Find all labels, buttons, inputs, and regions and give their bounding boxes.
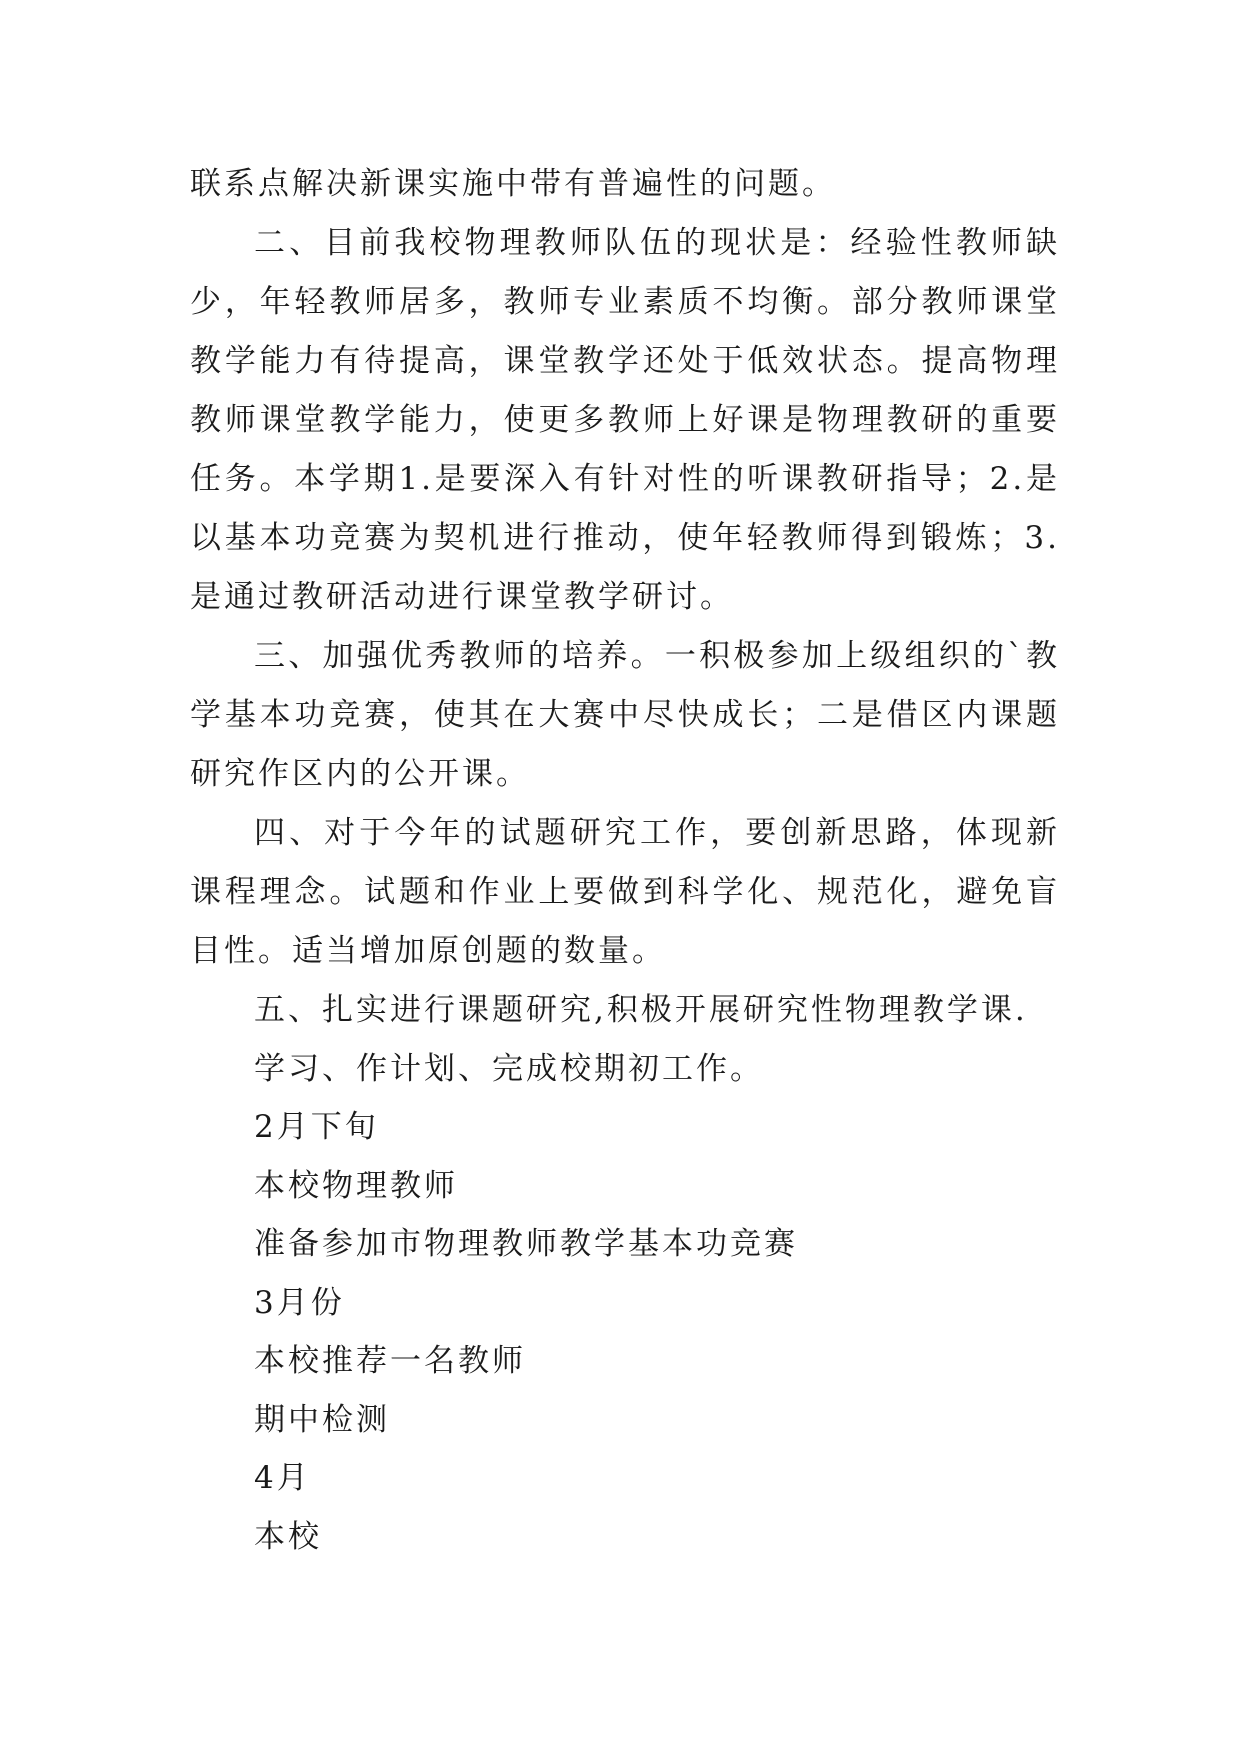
line-activity-midterm: 期中检测: [254, 1401, 390, 1438]
line-participants-1: 本校物理教师: [254, 1167, 458, 1204]
line-schedule-feb: 2月下旬: [254, 1109, 379, 1145]
line-participants-3: 本校: [254, 1518, 322, 1555]
paragraph-exam-research: 四、对于今年的试题研究工作，要创新思路，体现新课程理念。试题和作业上要做到科学化、规范化，避免盲目性。适当增加原创题的数量。: [190, 815, 1060, 969]
line-schedule-apr: 4月: [254, 1460, 311, 1496]
document-body: [190, 155, 1060, 1566]
line-schedule-mar: 3月份: [254, 1284, 345, 1321]
line-plan-work: 学习、作计划、完成校期初工作。: [254, 1050, 764, 1087]
line-activity-competition: 准备参加市物理教师教学基本功竞赛: [254, 1226, 798, 1262]
paragraph-teacher-status: 二、目前我校物理教师队伍的现状是：经验性教师缺少，年轻教师居多，教师专业素质不均衡。部分教师课堂教学能力有待提高，课堂教学还处于低效状态。提高物理教师课堂教学能力，使更多教师上好课是物理教研的重要任务。本学期1.是要深入有针对性的听课教研指导；2.是以基本功竞赛为契机进行推动，使年轻教师得到锻炼；3.是通过教研活动进行课堂教学研讨。: [190, 225, 1060, 615]
line-research-topic: 五、扎实进行课题研究,积极开展研究性物理教学课.: [254, 992, 1028, 1028]
line-participants-2: 本校推荐一名教师: [254, 1343, 526, 1379]
paragraph-continuation: 联系点解决新课实施中带有普遍性的问题。: [190, 166, 836, 202]
paragraph-teacher-training: 三、加强优秀教师的培养。一积极参加上级组织的`教学基本功竞赛，使其在大赛中尽快成长；二是借区内课题研究作区内的公开课。: [190, 638, 1060, 792]
